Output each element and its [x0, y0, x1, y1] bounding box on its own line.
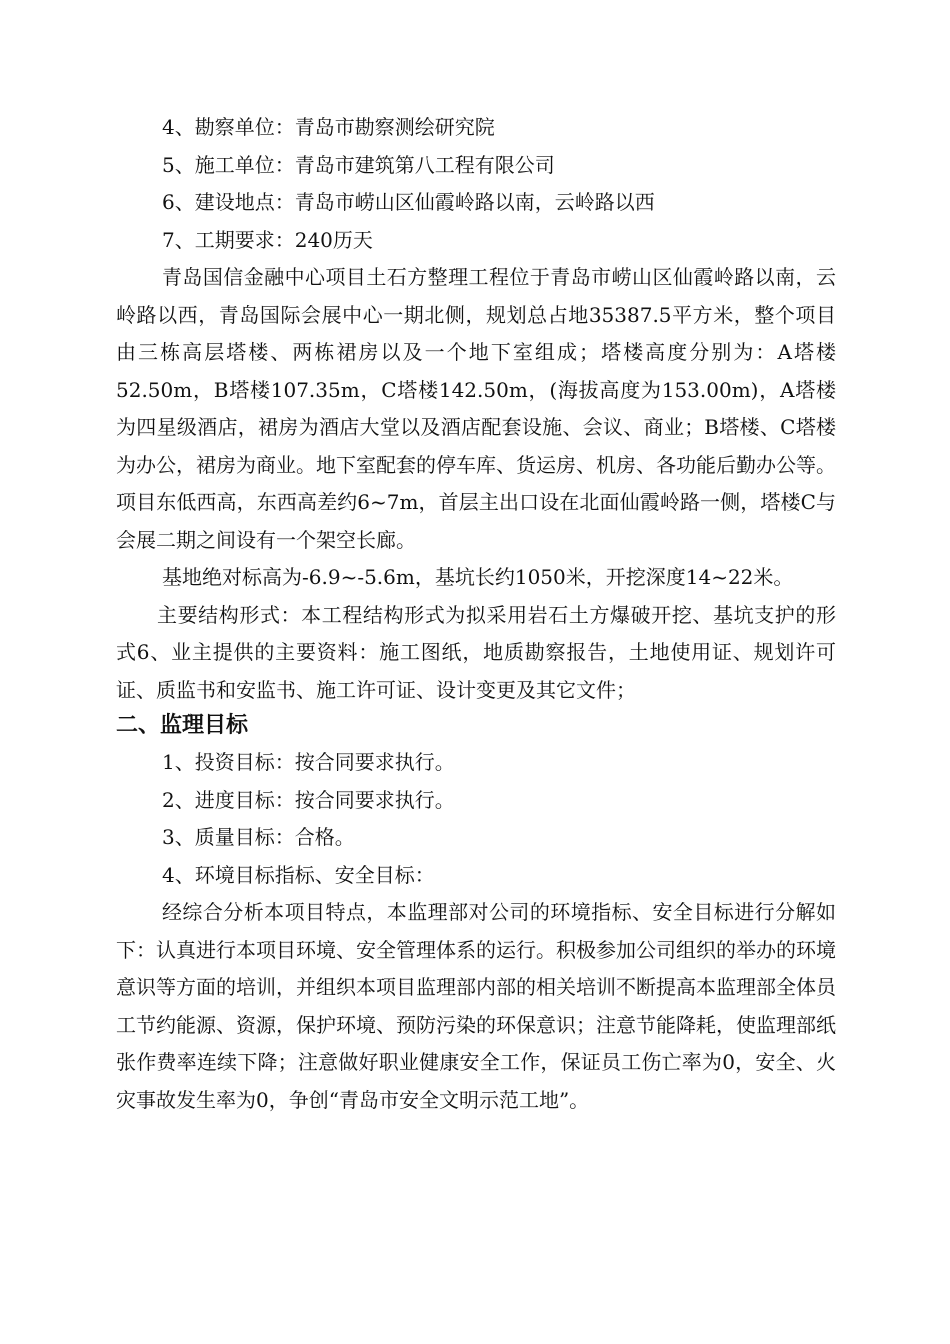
- survey-unit-line: 4、勘察单位：青岛市勘察测绘研究院: [162, 115, 495, 139]
- project-overview-paragraph: 青岛国信金融中心项目土石方整理工程位于青岛市崂山区仙霞岭路以南，云岭路以西，青岛国际会展中心一期北侧，规划总占地35387.5平方米，整个项目由三栋高层塔楼、两栋裙房以及一个地下室组成；塔楼高度分别为：A塔楼52.50m，B塔楼107.35m，C塔楼142.50m，(海拔高度为153.00m)，A塔楼为四星级酒店，裙房为酒店大堂以及酒店配套设施、会议、商业；B塔楼、C塔楼为办公，裙房为商业。地下室配套的停车库、货运房、机房、各功能后勤办公等。项目东低西高，东西高差约6~7m，首层主出口设在北面仙霞岭路一侧，塔楼C与会展二期之间设有一个架空长廊。: [116, 265, 836, 552]
- environment-safety-goal-line: 4、环境目标指标、安全目标：: [162, 862, 435, 887]
- section-heading-supervision-goals: 二、监理目标: [116, 713, 249, 738]
- construction-unit-line: 5、施工单位：青岛市建筑第八工程有限公司: [162, 152, 555, 177]
- progress-goal-line: 2、进度目标：按合同要求执行。: [162, 787, 455, 812]
- quality-goal-line: 3、质量目标：合格。: [162, 825, 355, 849]
- investment-goal-line: 1、投资目标：按合同要求执行。: [162, 750, 455, 774]
- goal-breakdown-paragraph: 经综合分析本项目特点，本监理部对公司的环境指标、安全目标进行分解如下：认真进行本项目环境、安全管理体系的运行。积极参加公司组织的举办的环境意识等方面的培训，并组织本项目监理部内部的相关培训不断提高本监理部全体员工节约能源、资源，保护环境、预防污染的环保意识；注意节能降耗，使监理部纸张作费率连续下降；注意做好职业健康安全工作，保证员工伤亡率为0，安全、火灾事故发生率为0，争创“青岛市安全文明示范工地”。: [116, 900, 836, 1112]
- document-body: [116, 109, 836, 1119]
- structure-paragraph: 主要结构形式：本工程结构形式为拟采用岩石土方爆破开挖、基坑支护的形式6、业主提供的主要资料：施工图纸，地质勘察报告，土地使用证、规划许可证、质监书和安监书、施工许可证、设计变更及其它文件；: [116, 602, 836, 702]
- schedule-line: 7、工期要求：240历天: [162, 227, 373, 252]
- site-location-line: 6、建设地点：青岛市崂山区仙霞岭路以南，云岭路以西: [162, 190, 655, 214]
- foundation-paragraph: 基地绝对标高为-6.9~-5.6m，基坑长约1050米，开挖深度14~22米。: [162, 565, 794, 589]
